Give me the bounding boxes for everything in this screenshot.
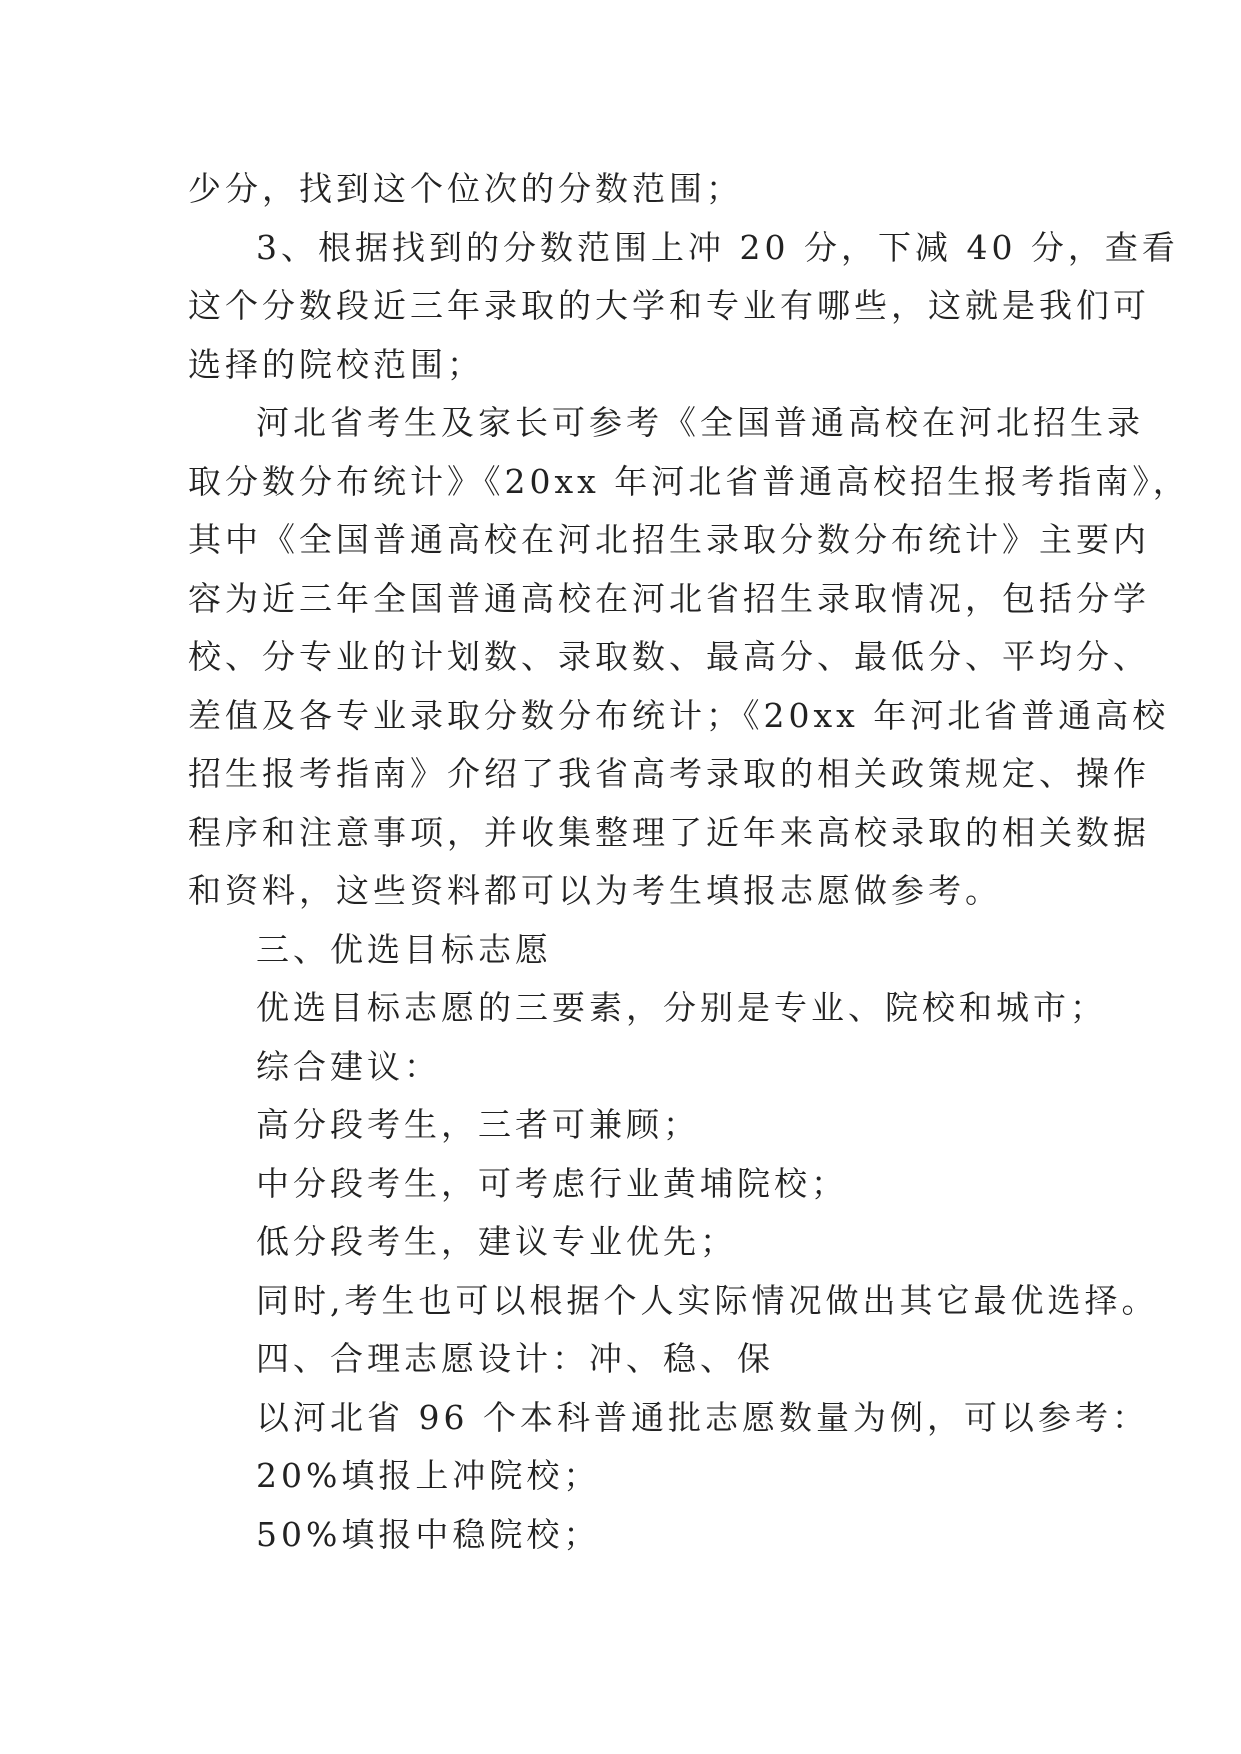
text-line: 差值及各专业录取分数分布统计；《20xx 年河北省普通高校 xyxy=(188,695,1170,735)
text-line: 取分数分布统计》《20xx 年河北省普通高校招生报考指南》， xyxy=(188,461,1190,501)
text-line: 和资料，这些资料都可以为考生填报志愿做参考。 xyxy=(188,871,1002,910)
text-line: 20%填报上冲院校； xyxy=(256,1456,601,1495)
text-line: 河北省考生及家长可参考《全国普通高校在河北招生录 xyxy=(256,403,1144,442)
text-line: 3、根据找到的分数范围上冲 20 分，下减 40 分，查看 xyxy=(256,227,1179,267)
text-line: 中分段考生，可考虑行业黄埔院校； xyxy=(256,1163,848,1203)
text-line: 少分，找到这个位次的分数范围； xyxy=(188,169,743,208)
section-heading: 四、合理志愿设计：冲、稳、保 xyxy=(256,1339,774,1378)
section-heading: 三、优选目标志愿 xyxy=(256,929,552,969)
document-body xyxy=(188,160,1190,1564)
text-line: 50%填报中稳院校； xyxy=(256,1514,601,1554)
text-line: 校、分专业的计划数、录取数、最高分、最低分、平均分、 xyxy=(188,637,1150,676)
text-line: 同时,考生也可以根据个人实际情况做出其它最优选择。 xyxy=(256,1280,1159,1320)
text-line: 低分段考生，建议专业优先； xyxy=(256,1222,737,1261)
text-line: 以河北省 96 个本科普通批志愿数量为例，可以参考： xyxy=(256,1397,1149,1437)
text-line: 优选目标志愿的三要素，分别是专业、院校和城市； xyxy=(256,988,1107,1027)
text-line: 高分段考生，三者可兼顾； xyxy=(256,1105,700,1144)
text-line: 这个分数段近三年录取的大学和专业有哪些，这就是我们可 xyxy=(188,286,1150,325)
text-line: 程序和注意事项，并收集整理了近年来高校录取的相关数据 xyxy=(188,812,1150,852)
text-line: 其中《全国普通高校在河北招生录取分数分布统计》主要内 xyxy=(188,520,1150,559)
text-line: 招生报考指南》介绍了我省高考录取的相关政策规定、操作 xyxy=(188,754,1150,793)
text-line: 综合建议： xyxy=(256,1046,441,1086)
text-line: 选择的院校范围； xyxy=(188,344,484,384)
text-line: 容为近三年全国普通高校在河北省招生录取情况，包括分学 xyxy=(188,578,1150,618)
